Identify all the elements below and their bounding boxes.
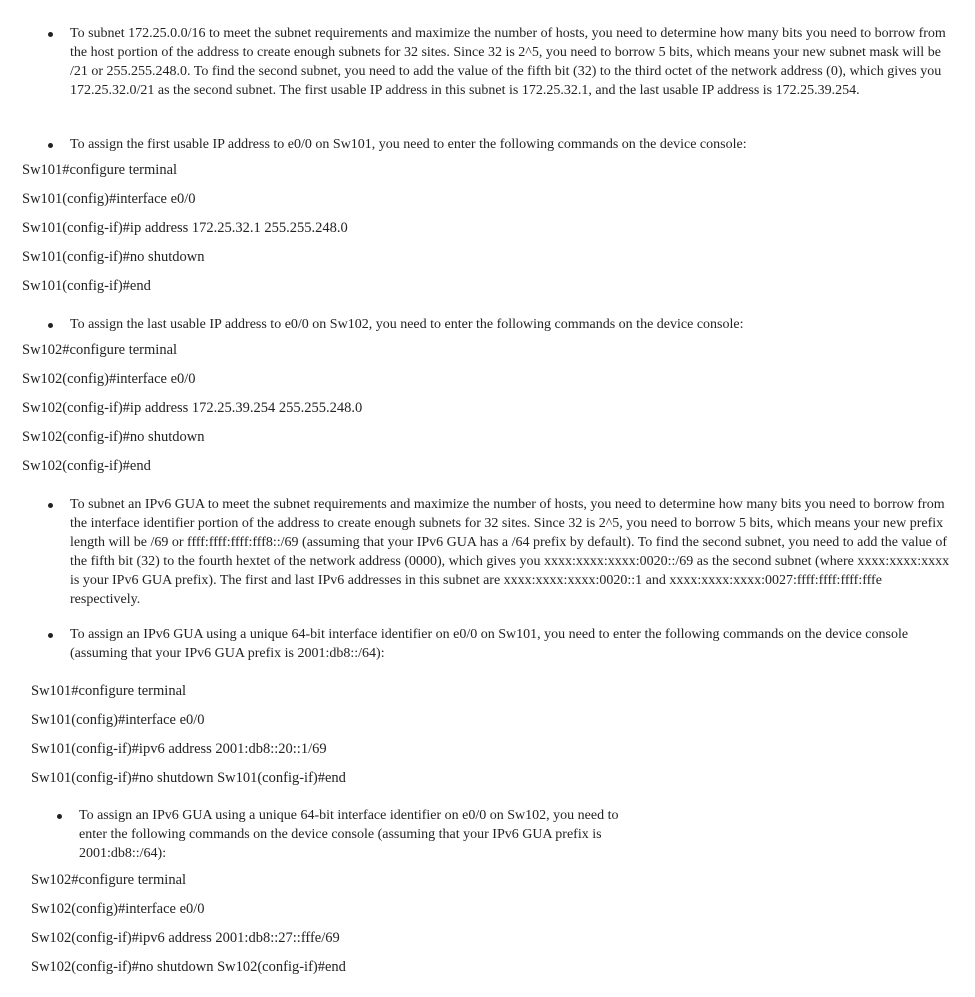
command-line: Sw102(config)#interface e0/0 (22, 371, 196, 387)
command-line: Sw102(config-if)#ipv6 address 2001:db8::27::fffe/69 (31, 930, 340, 946)
command-line: Sw102(config-if)#no shutdown Sw102(config-if)#end (31, 959, 346, 975)
command-line: Sw101#configure terminal (31, 683, 187, 699)
command-line: Sw102(config)#interface e0/0 (31, 901, 205, 917)
bullet-text: To assign an IPv6 GUA using a unique 64-bit interface identifier on e0/0 on Sw102, you need to enter the following commands on the device console (assuming that your IPv6 GUA prefix is 2001:db8::/64): (79, 808, 619, 861)
command-line: Sw101(config-if)#ip address 172.25.32.1 255.255.248.0 (22, 220, 348, 236)
command-line: Sw102(config-if)#end (22, 458, 151, 474)
bullet-dot (48, 32, 53, 37)
command-line: Sw102#configure terminal (22, 342, 178, 358)
command-line: Sw101(config)#interface e0/0 (22, 191, 196, 207)
bullet-dot (48, 143, 53, 148)
bullet-dot (57, 814, 62, 819)
bullet-text: To subnet an IPv6 GUA to meet the subnet requirements and maximize the number of hosts, you need to determine how many bits you need to borrow from the interface identifier portion of the address to create enough subnets for 32 sites. Since 32 is 2^5, you need to borrow 5 bits, which means your new prefix length will be /69 or ffff:ffff:ffff:fff8::/69 (assuming that your IPv6 GUA has a /64 prefix by default). To find the second subnet, you need to add the value of the fifth bit (32) to the fourth hextet of the network address (0000), which gives you xxxx:xxxx:xxxx:0020::/69 as the second subnet (where xxxx:xxxx:xxxx is your IPv6 GUA prefix). The first and last IPv6 addresses in this subnet are xxxx:xxxx:xxxx:0020::1 and xxxx:xxxx:xxxx:0027:ffff:ffff:ffff:fffe respectively. (70, 497, 950, 607)
command-line: Sw102(config-if)#no shutdown (22, 429, 205, 445)
command-line: Sw101(config)#interface e0/0 (31, 712, 205, 728)
bullet-dot (48, 323, 53, 328)
bullet-text: To assign an IPv6 GUA using a unique 64-bit interface identifier on e0/0 on Sw101, you need to enter the following commands on the device console (assuming that your IPv6 GUA prefix is 2001:db8::/64): (70, 627, 909, 661)
command-line: Sw101(config-if)#no shutdown (22, 249, 205, 265)
bullet-dot (48, 633, 53, 638)
bullet-text: To assign the first usable IP address to e0/0 on Sw101, you need to enter the following commands on the device console: (70, 137, 747, 152)
command-line: Sw101(config-if)#end (22, 278, 151, 294)
command-line: Sw102#configure terminal (31, 872, 187, 888)
command-line: Sw102(config-if)#ip address 172.25.39.254 255.255.248.0 (22, 400, 363, 416)
bullet-dot (48, 503, 53, 508)
command-line: Sw101(config-if)#ipv6 address 2001:db8::20::1/69 (31, 741, 327, 757)
bullet-text: To assign the last usable IP address to e0/0 on Sw102, you need to enter the following commands on the device console: (70, 317, 744, 332)
command-line: Sw101#configure terminal (22, 162, 178, 178)
command-line: Sw101(config-if)#no shutdown Sw101(config-if)#end (31, 770, 346, 786)
bullet-text: To subnet 172.25.0.0/16 to meet the subnet requirements and maximize the number of hosts, you need to determine how many bits you need to borrow from the host portion of the address to create enough subnets for 32 sites. Since 32 is 2^5, you need to borrow 5 bits, which means your new subnet mask will be /21 or 255.255.248.0. To find the second subnet, you need to add the value of the fifth bit (32) to the third octet of the network address (0), which gives you 172.25.32.0/21 as the second subnet. The first usable IP address in this subnet is 172.25.32.1, and the last usable IP address is 172.25.39.254. (70, 26, 946, 98)
